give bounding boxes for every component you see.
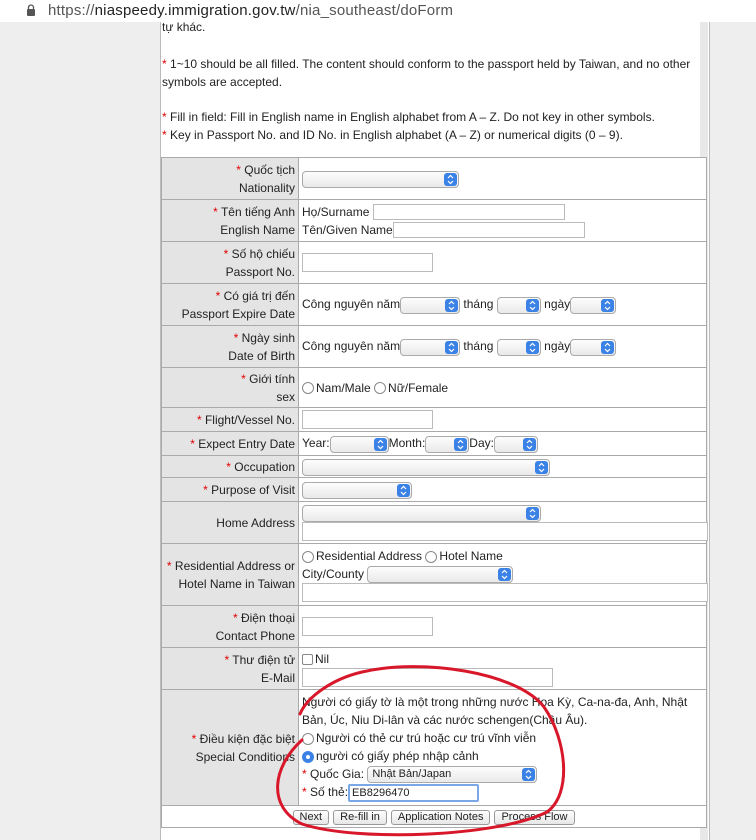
row-birth [162,326,707,368]
occupation-select[interactable] [302,459,550,476]
note-passport-format: * Key in Passport No. and ID No. in English alphabet (A – Z) or numerical digits (0 – 9). [162,128,623,142]
page-viewport [0,22,756,840]
given-name-label: Tên/Given Name [302,222,393,237]
chevron-updown-icon [374,438,387,451]
birth-month-select[interactable] [497,339,541,356]
lock-icon [26,4,36,16]
residential-address-label: Residential Address [316,548,423,563]
expire-day-label: ngày [544,297,571,312]
label-expire: * Có giá trị đến Passport Expire Date [162,284,299,326]
browser-address-bar[interactable] [0,0,756,23]
url-scheme: https:// [48,2,95,19]
entry-month-select[interactable] [425,436,469,453]
card-number-input[interactable]: EB8296470 [348,784,479,802]
chevron-updown-icon [601,299,614,312]
entry-permit-label: người có giấy phép nhập cảnh [316,748,479,763]
note-top-fragment: tự khác. [162,22,206,34]
chevron-updown-icon [397,484,410,497]
row-occupation [162,456,707,478]
nationality-select[interactable] [302,171,459,188]
birth-day-select[interactable] [570,339,616,356]
chevron-updown-icon [526,507,539,520]
sex-male-label: Nam/Male [316,380,371,395]
label-passport: * Số hộ chiếu Passport No. [162,242,299,284]
birth-year-select[interactable] [400,339,460,356]
chevron-updown-icon [445,341,458,354]
note-fill-rule-cont: symbols are accepted. [162,75,283,89]
special-description-line2: Bản, Úc, Niu Di-lân và các nước schengen(Châu Âu). [302,712,588,727]
row-entry [162,432,707,456]
email-nil-label: Nil [315,651,329,666]
label-sex: * Giới tính sex [162,368,299,408]
entry-day-label: Day: [469,436,494,451]
city-county-select[interactable] [367,566,513,583]
chevron-updown-icon [601,341,614,354]
expire-month-label: tháng [463,297,494,312]
row-passport [162,242,707,284]
row-english-name [162,200,707,242]
expire-year-label: Công nguyên năm [302,297,401,312]
sex-female-radio[interactable] [374,382,386,394]
chevron-updown-icon [526,341,539,354]
expire-month-select[interactable] [497,297,541,314]
card-number-label: Số thẻ: [310,785,349,800]
url-host: niaspeedy.immigration.gov.tw [94,2,296,19]
passport-input[interactable] [302,253,433,272]
label-home-address: Home Address [162,502,299,544]
residential-address-radio[interactable] [302,551,314,563]
label-entry: * Expect Entry Date [162,432,299,456]
row-purpose [162,478,707,502]
flight-input[interactable] [302,410,433,429]
application-notes-button[interactable]: Application Notes [391,810,491,825]
label-purpose: * Purpose of Visit [162,478,299,502]
purpose-select[interactable] [302,482,412,499]
entry-month-label: Month: [388,436,426,451]
label-nationality: * Quốc tịch Nationality [162,158,299,200]
special-description-line1: Người có giấy tờ là một trong những nước Hoa Kỳ, Ca-na-đa, Anh, Nhật [302,694,688,709]
expire-day-select[interactable] [570,297,616,314]
country-label: Quốc Gia: [310,766,365,781]
red-circle-annotation [262,662,572,837]
row-special-conditions: * Điều kiện đặc biệt Special Conditions Người có giấy tờ là một trong những nước Hoa Kỳ, Ca-na-đa, Anh, Nhật Bản, Úc, Niu Di-lân và các nước schengen(Châu Âu). Người có thẻ cư trú hoặc cư trú vĩnh viễn người có giấy phép nhập cảnh * Quốc Gia: Nhật Bản/Japan * Số thẻ: EB8296470 [162,690,707,806]
birth-day-label: ngày [544,339,571,354]
label-phone: * Điện thoại Contact Phone [162,606,299,648]
row-residential [162,544,707,606]
sex-female-label: Nữ/Female [388,380,449,395]
chevron-updown-icon [445,299,458,312]
birth-month-label: tháng [463,339,494,354]
surname-label: Họ/Surname [302,204,370,219]
chevron-updown-icon [444,173,457,186]
label-occupation: * Occupation [162,456,299,478]
city-county-label: City/County [302,566,365,581]
note-english-name: * Fill in field: Fill in English name in English alphabet from A – Z. Do not key in other symbols. [162,110,655,124]
entry-year-select[interactable] [330,436,389,453]
refill-button[interactable]: Re-fill in [333,810,387,825]
row-expire [162,284,707,326]
surname-input[interactable] [373,204,565,220]
hotel-name-radio[interactable] [425,551,437,563]
note-fill-rule: * 1~10 should be all filled. The content should conform to the passport held by Taiwan, and no other [162,57,691,71]
sex-male-radio[interactable] [302,382,314,394]
chevron-updown-icon [498,568,511,581]
residence-permit-label: Người có thẻ cư trú hoặc cư trú vĩnh viễn [316,730,537,745]
chevron-updown-icon [526,299,539,312]
residential-address-input[interactable] [302,583,708,602]
birth-year-label: Công nguyên năm [302,339,401,354]
hotel-name-label: Hotel Name [439,548,503,563]
label-birth: * Ngày sinh Date of Birth [162,326,299,368]
given-name-input[interactable] [393,222,585,238]
url-text[interactable] [48,2,453,19]
row-flight [162,408,707,432]
home-address-input[interactable] [302,522,708,541]
label-residential: * Residential Address or Hotel Name in Taiwan [162,544,299,606]
process-flow-button[interactable]: Process Flow [494,810,574,825]
expire-year-select[interactable] [400,297,460,314]
phone-input[interactable] [302,617,433,636]
entry-year-label: Year: [302,436,330,451]
row-nationality [162,158,707,200]
label-english-name: * Tên tiếng Anh English Name [162,200,299,242]
row-phone [162,606,707,648]
row-home-address [162,502,707,544]
chevron-updown-icon [523,438,536,451]
home-country-select[interactable] [302,505,541,522]
label-special-conditions: * Điều kiện đặc biệt Special Conditions [162,690,299,806]
chevron-updown-icon [454,438,467,451]
next-button[interactable]: Next [293,810,330,825]
label-email: * Thư điện tử E-Mail [162,648,299,690]
label-flight: * Flight/Vessel No. [162,408,299,432]
country-select-value: Nhật Bản/Japan [372,768,452,781]
row-sex [162,368,707,408]
entry-day-select[interactable] [494,436,538,453]
chevron-updown-icon [535,461,548,474]
url-path: /nia_southeast/doForm [295,2,454,19]
